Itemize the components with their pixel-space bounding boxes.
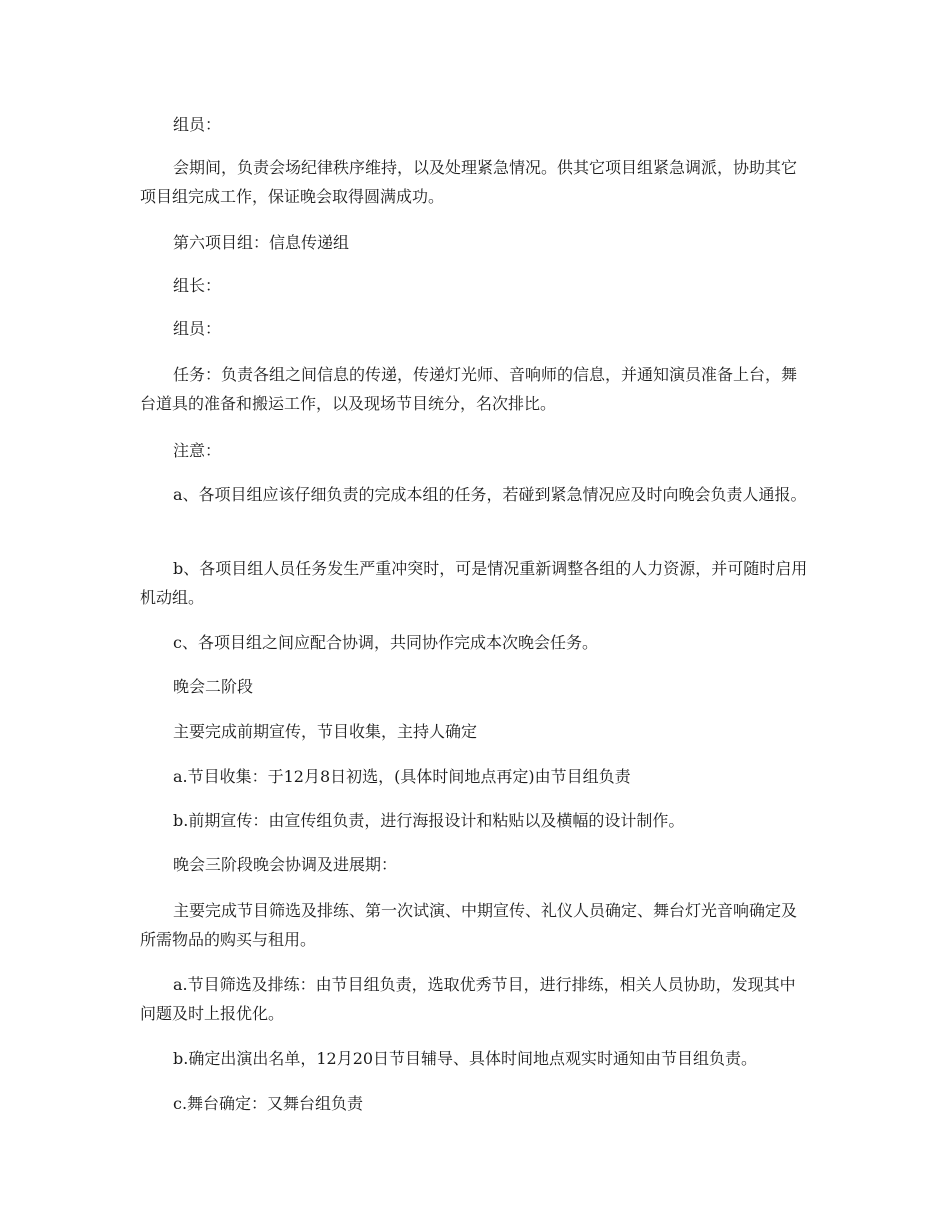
paragraph-stage-two-summary: 主要完成前期宣传，节目收集，主持人确定 [173, 722, 478, 741]
paragraph-notice-b: b、各项目组人员任务发生严重冲突时，可是情况重新调整各组的人力资源，并可随时启用机动组。 [140, 559, 808, 607]
paragraph-stage-three-c: c.舞台确定：又舞台组负责 [173, 1094, 364, 1113]
paragraph-leader: 组长： [173, 276, 222, 295]
paragraph-stage-two-heading: 晚会二阶段 [173, 677, 254, 696]
paragraph-stage-three-heading: 晚会三阶段晚会协调及进展期： [173, 855, 398, 874]
paragraph-stage-two-a: a.节目收集：于12月8日初选，(具体时间地点再定)由节目组负责 [173, 767, 631, 786]
paragraph-stage-two-b: b.前期宣传：由宣传组负责，进行海报设计和粘贴以及横幅的设计制作。 [173, 811, 685, 830]
paragraph-security-duties: 会期间，负责会场纪律秩序维持，以及处理紧急情况。供其它项目组紧急调派，协助其它项目组完成工作，保证晚会取得圆满成功。 [140, 158, 798, 206]
paragraph-stage-three-a: a.节目筛选及排练：由节目组负责，选取优秀节目，进行排练，相关人员协助，发现其中问题及时上报优化。 [140, 975, 796, 1023]
paragraph-members-2: 组员： [173, 319, 222, 338]
paragraph-notice-a: a、各项目组应该仔细负责的完成本组的任务，若碰到紧急情况应及时向晚会负责人通报。 [173, 485, 807, 504]
paragraph-task: 任务：负责各组之间信息的传递，传递灯光师、音响师的信息，并通知演员准备上台，舞台道具的准备和搬运工作，以及现场节目统分，名次排比。 [140, 365, 798, 413]
paragraph-stage-three-b: b.确定出演出名单，12月20日节目辅导、具体时间地点观实时通知由节目组负责。 [173, 1049, 758, 1068]
paragraph-notice-heading: 注意： [173, 441, 222, 460]
paragraph-stage-three-summary: 主要完成节目筛选及排练、第一次试演、中期宣传、礼仪人员确定、舞台灯光音响确定及所需物品的购买与租用。 [140, 901, 798, 949]
paragraph-notice-c: c、各项目组之间应配合协调，共同协作完成本次晚会任务。 [173, 633, 598, 652]
paragraph-group-six-heading: 第六项目组：信息传递组 [173, 233, 350, 252]
paragraph-members-1: 组员： [173, 115, 222, 134]
